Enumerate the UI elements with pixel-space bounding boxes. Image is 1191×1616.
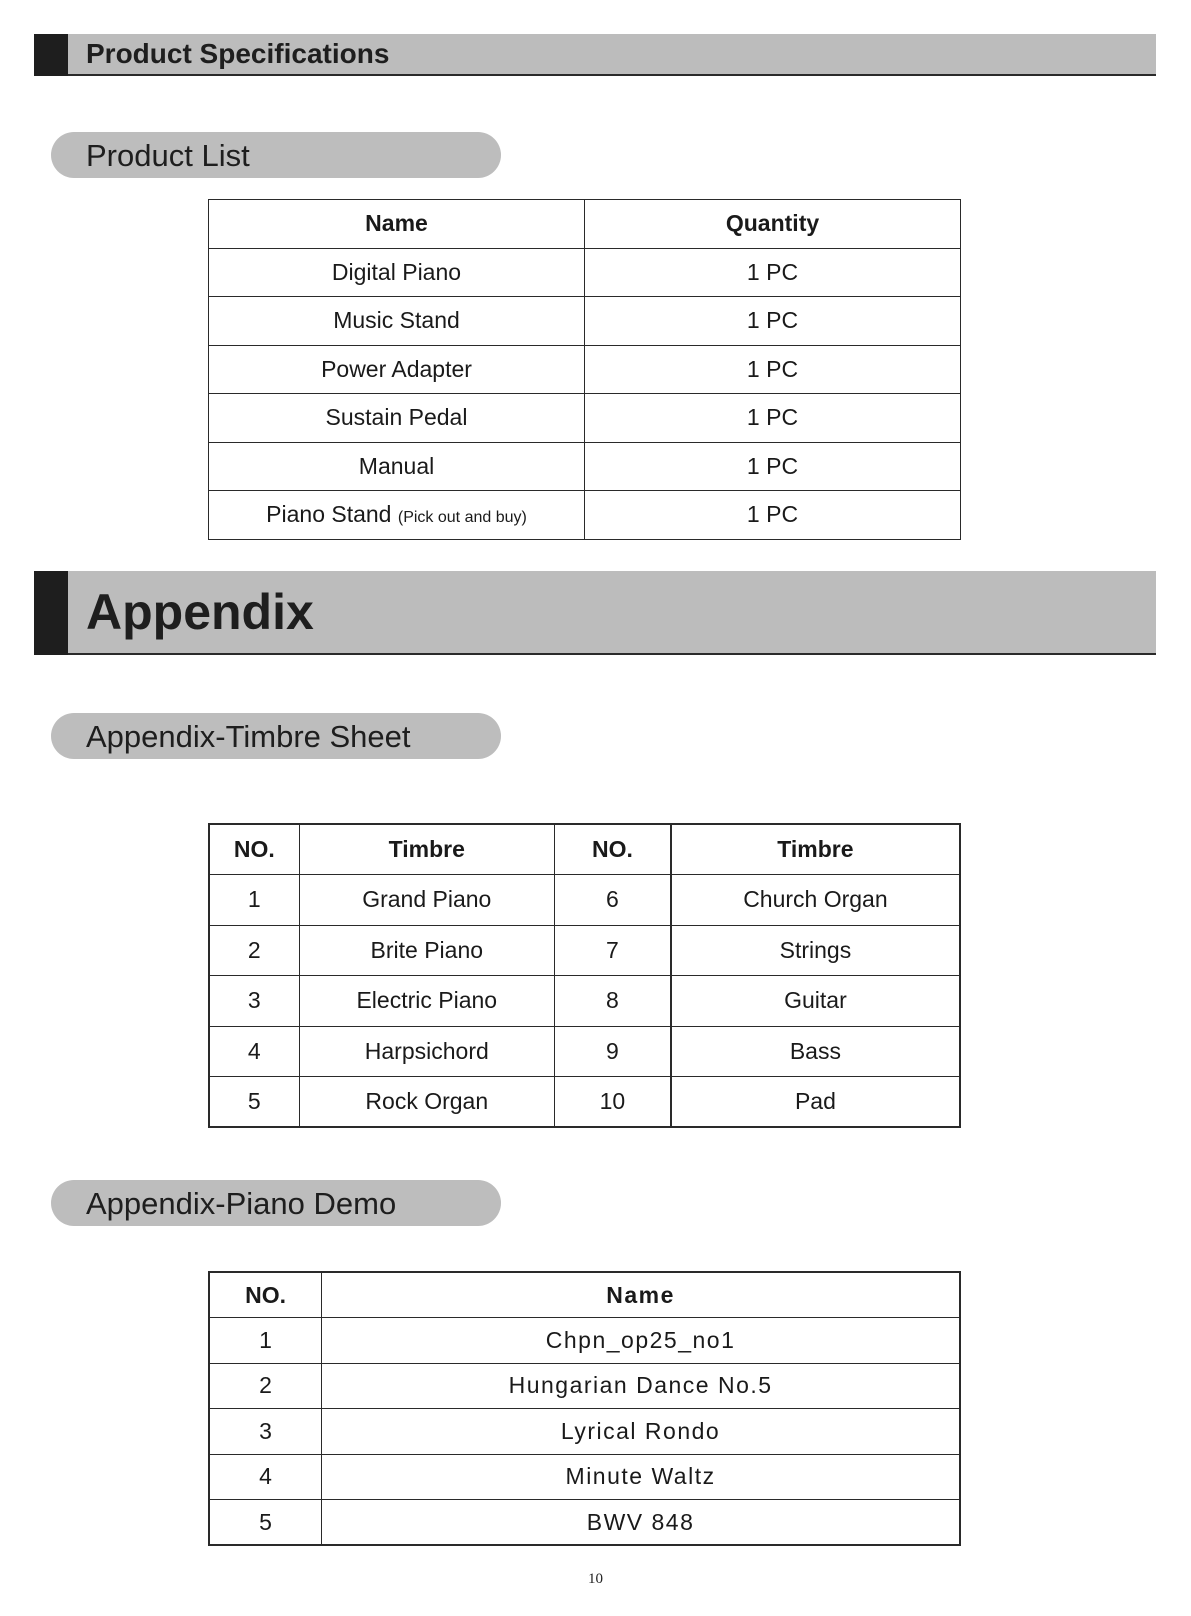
product-name: Music Stand	[333, 307, 460, 334]
table-row	[209, 1318, 960, 1364]
subsection-heading-piano-demo	[51, 1180, 501, 1226]
column-header-quantity: Quantity	[585, 200, 961, 249]
column-header-name: Name	[209, 200, 585, 249]
timbre-name-cell: Grand Piano	[299, 875, 554, 926]
product-name-cell	[209, 394, 585, 443]
demo-number-cell: 3	[209, 1409, 322, 1455]
column-header-no: NO.	[209, 824, 299, 875]
subsection-title: Appendix-Piano Demo	[86, 1186, 397, 1221]
product-name: Digital Piano	[331, 258, 462, 285]
demo-number-cell: 2	[209, 1363, 322, 1409]
demo-name-cell: BWV 848	[322, 1500, 960, 1546]
table-row	[209, 1409, 960, 1455]
product-quantity-cell: 1 PC	[585, 394, 961, 443]
timbre-number-cell: 7	[554, 925, 670, 976]
demo-number-cell: 4	[209, 1454, 322, 1500]
product-name: Piano Stand	[266, 501, 392, 528]
timbre-number-cell: 6	[554, 875, 670, 926]
column-header-name: Name	[322, 1272, 960, 1318]
timbre-name-cell: Bass	[671, 1026, 960, 1077]
table-row	[209, 345, 961, 394]
timbre-number-cell: 1	[209, 875, 299, 926]
timbre-name-cell: Electric Piano	[299, 976, 554, 1027]
table-row	[209, 442, 961, 491]
piano-demo-table	[208, 1271, 961, 1546]
table-header-row	[209, 1272, 960, 1318]
product-name-cell	[209, 491, 585, 540]
table-row	[209, 491, 961, 540]
demo-name-cell: Minute Waltz	[322, 1454, 960, 1500]
demo-name-cell: Chpn_op25_no1	[322, 1318, 960, 1364]
timbre-number-cell: 4	[209, 1026, 299, 1077]
product-quantity-cell: 1 PC	[585, 297, 961, 346]
column-header-no: NO.	[554, 824, 670, 875]
demo-number-cell: 1	[209, 1318, 322, 1364]
table-row	[209, 1026, 960, 1077]
subsection-title: Product List	[86, 138, 250, 173]
timbre-number-cell: 5	[209, 1077, 299, 1128]
timbre-number-cell: 3	[209, 976, 299, 1027]
table-row	[209, 1077, 960, 1128]
demo-name-cell: Lyrical Rondo	[322, 1409, 960, 1455]
demo-number-cell: 5	[209, 1500, 322, 1546]
product-quantity-cell: 1 PC	[585, 442, 961, 491]
timbre-name-cell: Brite Piano	[299, 925, 554, 976]
product-name-cell	[209, 442, 585, 491]
table-row	[209, 976, 960, 1027]
product-list-table	[208, 199, 961, 540]
product-quantity-cell: 1 PC	[585, 248, 961, 297]
section-banner-product-specifications	[34, 34, 1156, 76]
table-row	[209, 297, 961, 346]
timbre-name-cell: Guitar	[671, 976, 960, 1027]
table-header-row	[209, 200, 961, 249]
timbre-number-cell: 8	[554, 976, 670, 1027]
subsection-title: Appendix-Timbre Sheet	[86, 719, 411, 754]
product-quantity-cell: 1 PC	[585, 491, 961, 540]
section-banner-appendix	[34, 571, 1156, 655]
banner-accent-block	[34, 34, 68, 76]
product-name-cell	[209, 297, 585, 346]
column-header-timbre: Timbre	[299, 824, 554, 875]
table-row	[209, 1454, 960, 1500]
table-row	[209, 394, 961, 443]
product-name: Sustain Pedal	[325, 404, 468, 431]
timbre-sheet-table	[208, 823, 961, 1128]
product-name-cell	[209, 248, 585, 297]
section-title: Product Specifications	[86, 38, 390, 69]
table-row	[209, 925, 960, 976]
table-row	[209, 1363, 960, 1409]
timbre-name-cell: Rock Organ	[299, 1077, 554, 1128]
section-title: Appendix	[86, 584, 314, 640]
timbre-name-cell: Church Organ	[671, 875, 960, 926]
product-quantity-cell: 1 PC	[585, 345, 961, 394]
table-row	[209, 875, 960, 926]
product-name-cell	[209, 345, 585, 394]
product-note: (Pick out and buy)	[397, 509, 527, 527]
table-header-row	[209, 824, 960, 875]
page-number: 10	[588, 1571, 603, 1587]
table-row	[209, 1500, 960, 1546]
timbre-number-cell: 9	[554, 1026, 670, 1077]
column-header-no: NO.	[209, 1272, 322, 1318]
timbre-number-cell: 10	[554, 1077, 670, 1128]
subsection-heading-product-list	[51, 132, 501, 178]
demo-name-cell: Hungarian Dance No.5	[322, 1363, 960, 1409]
timbre-name-cell: Harpsichord	[299, 1026, 554, 1077]
table-row	[209, 248, 961, 297]
timbre-number-cell: 2	[209, 925, 299, 976]
subsection-heading-timbre-sheet	[51, 713, 501, 759]
timbre-name-cell: Strings	[671, 925, 960, 976]
product-name: Manual	[358, 452, 435, 479]
banner-accent-block	[34, 571, 68, 655]
timbre-name-cell: Pad	[671, 1077, 960, 1128]
column-header-timbre: Timbre	[671, 824, 960, 875]
product-name: Power Adapter	[321, 355, 472, 382]
